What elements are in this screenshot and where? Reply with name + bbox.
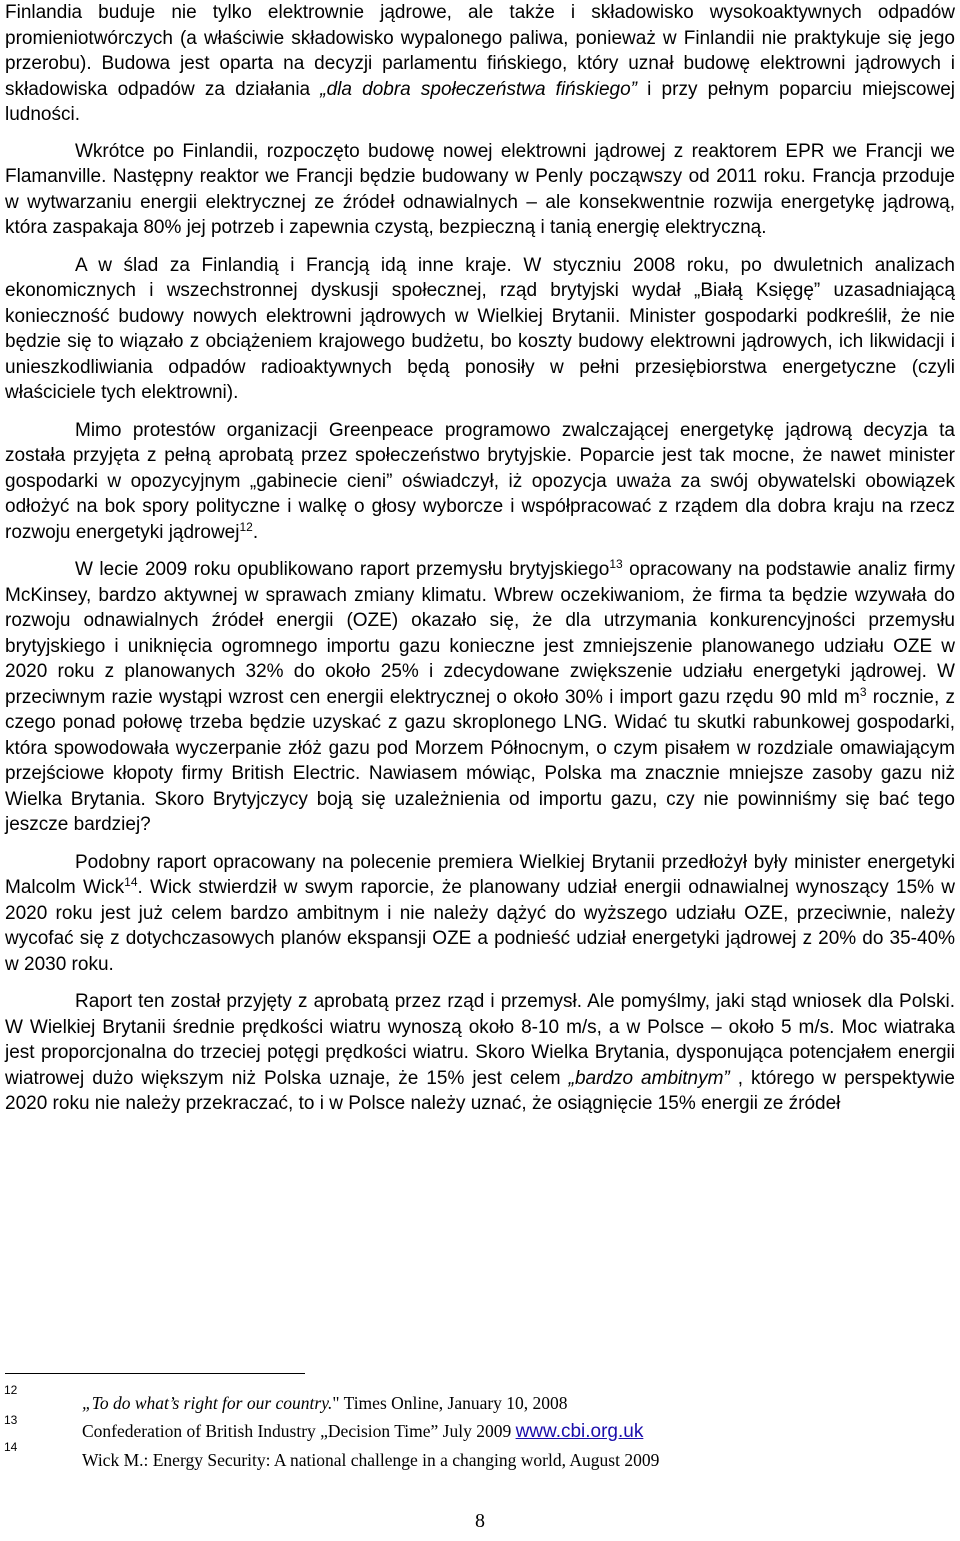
paragraph-6	[5, 850, 955, 978]
paragraph-text: Podobny raport opracowany na polecenie premiera Wielkiej Brytanii przedłożył były minister energetyki Malcolm Wick	[5, 851, 955, 898]
footnote-12	[82, 1389, 952, 1417]
paragraph-3: A w ślad za Finlandią i Francją idą inne kraje. W styczniu 2008 roku, po dwuletnich analizach ekonomicznych i wszechstronnej dyskusji społecznej, rząd brytyjski wydał „Białą Księgę” uzasadniającą konieczność budowy nowych elektrowni jądrowych w Wielkiej Brytanii. Minister gospodarki podkreślił, że nie będzie się to wiązało z obciążeniem krajowego budżetu, bo koszty budowy elektrowni jądrowych, ich likwidacji i unieszkodliwiania odpadów radioaktywnych będą ponosiły w pełni przesiębiorstwa energetyczne (czyli właściciele tych elektrowni).	[5, 254, 955, 403]
paragraph-text: Mimo protestów organizacji Greenpeace programowo zwalczającej energetykę jądrową decyzja ta została przyjęta z pełną aprobatą przez społeczeństwo brytyjskie. Poparcie jest tak mocne, że nawet minister gospodarki w opozycyjnym „gabinecie cieni” oświadczył, iż opozycja uważa za swój obywatelski obowiązek odłożyć na bok spory polityczne i walkę o głosy wyborcze i współpracować z rządem dla dobra kraju na rzecz rozwoju energetyki jądrowej	[5, 419, 955, 543]
paragraph-4	[5, 418, 955, 546]
paragraph-text: Finlandia buduje nie tylko elektrownie jądrowe, ale także i składowisko wysokoaktywnych odpadów promieniotwórczych (a właściwie składowisko wypalonego paliwa, ponieważ w Finlandii nie praktykuje się jego przerobu). Budowa jest oparta na decyzji parlamentu fińskiego, który uznał budowę elektrowni jądrowych i składowiska odpadów za działania	[5, 2, 955, 100]
footnote-number: 12	[4, 1383, 18, 1397]
paragraph-7	[5, 989, 955, 1117]
footnote-separator	[5, 1373, 305, 1374]
paragraph-text: . Wick stwierdził w swym raporcie, że planowany udział energii odnawialnej wynoszący 15% w 2020 roku jest już celem bardzo ambitnym i nie należy dążyć do wyższego udziału OZE, przeciwnie, należy wycofać się z dotychczasowych planów ekspansji OZE a podnieść udział energetyki jądrowej z 20% do 35-40% w 2030 roku.	[5, 877, 955, 975]
footnote-ref: 13	[609, 557, 623, 571]
footnote-14: Wick M.: Energy Security: A national challenge in a changing world, August 2009	[82, 1450, 660, 1470]
footnote-13	[82, 1417, 952, 1446]
unit-superscript: 3	[859, 684, 867, 699]
footnote-number: 14	[4, 1440, 18, 1454]
footnote-ref: 14	[124, 875, 138, 889]
paragraph-5	[5, 557, 955, 838]
footnote-ref: 12	[239, 519, 253, 534]
footnote-text: Confederation of British Industry „Decision Time” July 2009	[82, 1421, 516, 1441]
paragraph-text: opracowany na podstawie analiz firmy McKinsey, bardzo aktywnej w sprawach zmiany klimatu. Wbrew oczekiwaniom, że firma ta będzie wzywała do rozwoju odnawialnych źródeł energii (OZE) okazało się, że dla utrzymania konkurencyjności przemysłu brytyjskiego i uniknięcia ogromnego importu gazu konieczne jest zmniejszenie planowanego udziału OZE w 2020 roku z planowanych 32% do około 25% i zdecydowane zwiększenie udziału energetyki jądrowej. W przeciwnym razie wystąpi wzrost cen energii elektrycznej o około 30% i import gazu rzędu 90 mld m	[5, 559, 955, 708]
paragraph-2: Wkrótce po Finlandii, rozpoczęto budowę nowej elektrowni jądrowej z reaktorem EPR we Francji we Flamanville. Następny reaktor we Francji będzie budowany w Penly począwszy od 2011 roku. Francja przoduje w wytwarzaniu energii elektrycznej ze źródeł odnawialnych – ale konsekwentnie rozwija energetykę jądrową, która zaspakaja 80% jej potrzeb i zapewnia czystą, bezpieczną i tanią energię elektryczną.	[5, 140, 955, 238]
footnotes	[82, 1389, 952, 1474]
footnote-text: " Times Online, January 10, 2008	[332, 1393, 568, 1413]
footnote-title: „To do what’s right for our country.	[82, 1393, 333, 1413]
page-number: 8	[475, 1510, 485, 1532]
paragraph-text: , którego w perspektywie 2020 roku nie należy przekraczać, to i w Polsce należy uznać, że osiągnięcie 15% energii ze źródeł	[5, 1067, 955, 1114]
footnote-link[interactable]: www.cbi.org.uk	[515, 1421, 644, 1442]
paragraph-1	[5, 0, 955, 128]
paragraph-text: .	[252, 521, 259, 543]
body-text	[5, 0, 955, 1129]
emphasis-text: „bardzo ambitnym”	[568, 1067, 730, 1089]
paragraph-text: Raport ten został przyjęty z aprobatą przez rząd i przemysł. Ale pomyślmy, jaki stąd wniosek dla Polski. W Wielkiej Brytanii średnie prędkości wiatru wynoszą około 8-10 m/s, a w Polsce – około 5 m/s. Moc wiatraka jest proporcjonalna do trzeciej potęgi prędkości wiatru. Skoro Wielka Brytania, dysponująca potencjałem energii wiatrowej dużo większym niż Polska uznaje, że 15% jest celem	[5, 991, 955, 1089]
paragraph-text: W lecie 2009 roku opublikowano raport przemysłu brytyjskiego	[75, 559, 610, 580]
paragraph-text: rocznie, z czego ponad połowę trzeba będzie uzyskać z gazu skroplonego LNG. Widać tu skutki rabunkowej gospodarki, która spowodowała wyczerpanie złóż gazu pod Morzem Północnym, o czym pisałem w rozdziale omawiającym przejściowe kłopoty firmy British Electric. Nawiasem mówiąc, Polska ma znacznie mniejsze zasoby gazu niż Wielka Brytania. Skoro Brytyjczycy boją się uzależnienia od importu gazu, czy nie powinniśmy się bać tego jeszcze bardziej?	[5, 686, 955, 835]
emphasis-text: „dla dobra społeczeństwa fińskiego”	[320, 78, 637, 100]
footnote-number: 13	[4, 1413, 18, 1427]
paragraph-text: i przy pełnym poparciu miejscowej ludności.	[5, 78, 955, 125]
